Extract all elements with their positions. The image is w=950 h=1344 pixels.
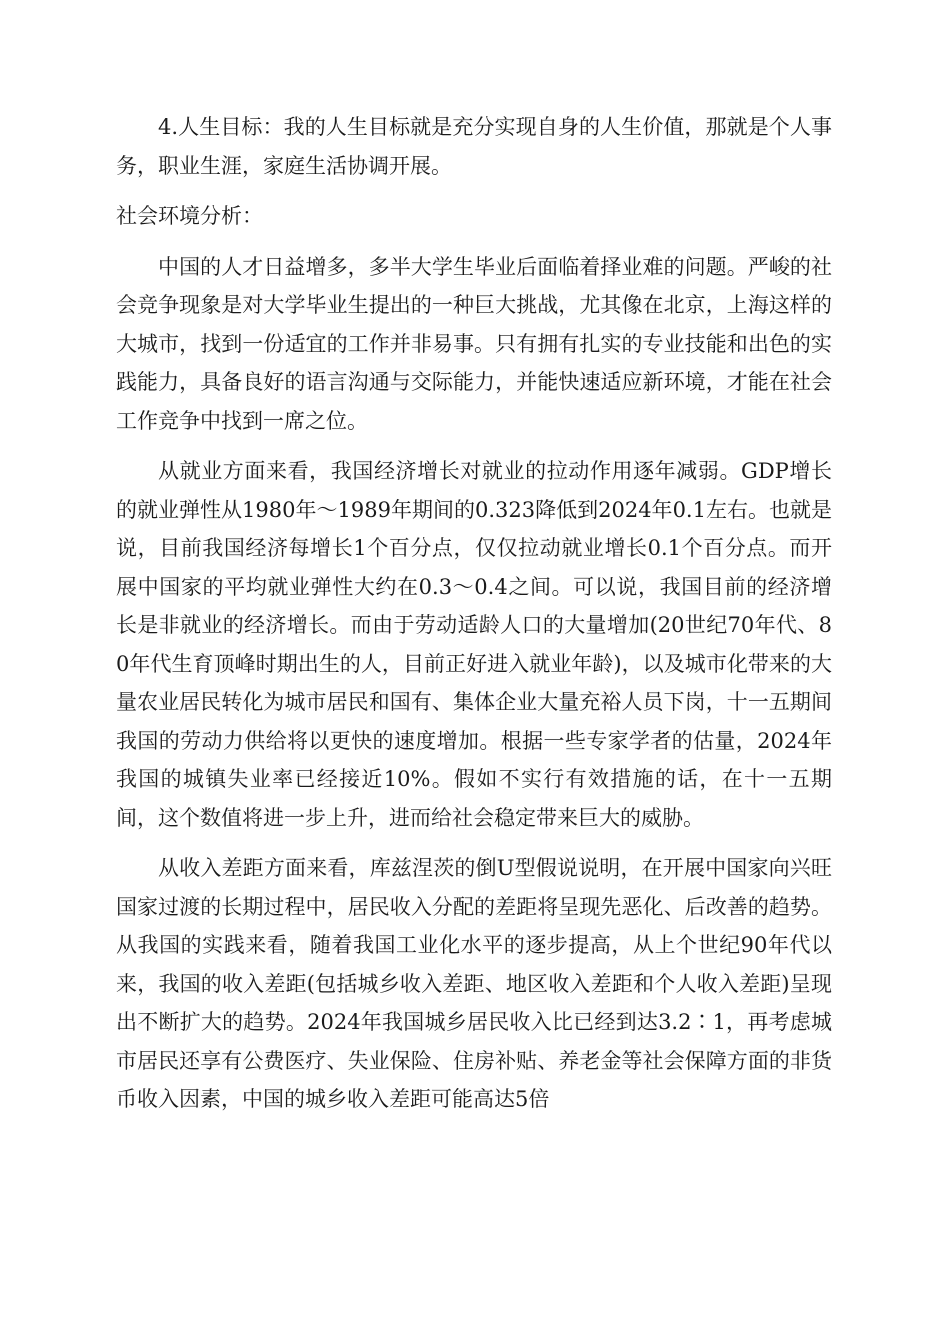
paragraph-life-goal: 4.人生目标：我的人生目标就是充分实现自身的人生价值，那就是个人事务，职业生涯，家庭生活协调开展。: [116, 115, 832, 178]
paragraph-employment: 从就业方面来看，我国经济增长对就业的拉动作用逐年减弱。GDP增长的就业弹性从1980年～1989年期间的0.323降低到2024年0.1左右。也就是说，目前我国经济每增长1个百分点，仅仅拉动就业增长0.1个百分点。而开展中国家的平均就业弹性大约在0.3～0.4之间。可以说，我国目前的经济增长是非就业的经济增长。而由于劳动适龄人口的大量增加(20世纪70年代、80年代生育顶峰时期出生的人，目前正好进入就业年龄)，以及城市化带来的大量农业居民转化为城市居民和国有、集体企业大量充裕人员下岗，十一五期间我国的劳动力供给将以更快的速度增加。根据一些专家学者的估量，2024年我国的城镇失业率已经接近10%。假如不实行有效措施的话，在十一五期间，这个数值将进一步上升，进而给社会稳定带来巨大的威胁。: [116, 459, 832, 830]
section-heading-social-environment: 社会环境分析：: [116, 204, 263, 228]
document-body: [116, 108, 832, 1119]
paragraph-income-gap: 从收入差距方面来看，库兹涅茨的倒U型假说说明，在开展中国家向兴旺国家过渡的长期过程中，居民收入分配的差距将呈现先恶化、后改善的趋势。从我国的实践来看，随着我国工业化水平的逐步提高，从上个世纪90年代以来，我国的收入差距(包括城乡收入差距、地区收入差距和个人收入差距)呈现出不断扩大的趋势。2024年我国城乡居民收入比已经到达3.2∶1，再考虑城市居民还享有公费医疗、失业保险、住房补贴、养老金等社会保障方面的非货币收入因素，中国的城乡收入差距可能高达5倍: [116, 856, 832, 1111]
paragraph-talent-competition: 中国的人才日益增多，多半大学生毕业后面临着择业难的问题。严峻的社会竞争现象是对大学毕业生提出的一种巨大挑战，尤其像在北京，上海这样的大城市，找到一份适宜的工作并非易事。只有拥有扎实的专业技能和出色的实践能力，具备良好的语言沟通与交际能力，并能快速适应新环境，才能在社会工作竞争中找到一席之位。: [116, 254, 832, 433]
